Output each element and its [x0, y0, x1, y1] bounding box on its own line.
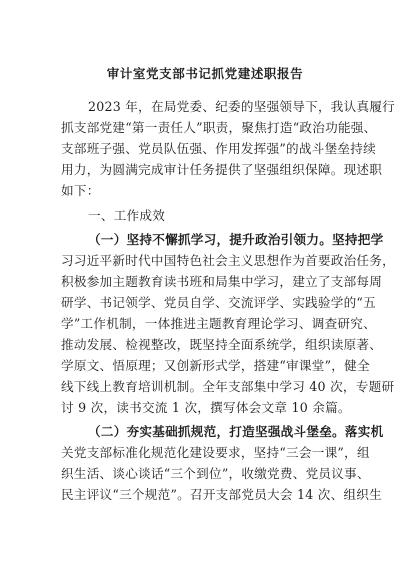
paragraph-line: （一）坚持不懈抓学习，提升政治引领力。坚持把学	[88, 232, 384, 247]
paragraph-line: 推动发展、检视整改，既坚持全面系统学，组织读原著、	[61, 337, 383, 352]
paragraph-line: （二）夯实基础抓规范，打造坚强战斗堡垒。落实机	[88, 424, 384, 439]
paragraph-line: 织生活、谈心谈话“三个到位”，收缴党费、党员议事、	[61, 466, 370, 481]
paragraph-line: 如下：	[61, 183, 100, 198]
paragraph-line: 2023 年，在局党委、纪委的坚强领导下，我认真履行	[88, 99, 396, 114]
paragraph-line: 用力，为圆满完成审计任务提供了坚强组织保障。现述职	[61, 162, 383, 177]
paragraph-line: 抓支部党建“第一责任人”职责，聚焦打造“政治功能强、	[61, 120, 377, 135]
document-title: 审计室党支部书记抓党建述职报告	[106, 66, 304, 81]
paragraph-line: 线下线上教育培训机制。全年支部集中学习 40 次，专题研	[61, 379, 395, 394]
paragraph-line: 习习近平新时代中国特色社会主义思想作为首要政治任务，	[61, 253, 395, 268]
paragraph-line: 讨 9 次，读书交流 1 次，撰写体会文章 10 余篇。	[61, 400, 351, 415]
paragraph-line: 学原文、悟原理；又创新形式学，搭建“审课堂”，健全	[61, 358, 370, 373]
paragraph-line: 积极参加主题教育读书班和局集中学习，建立了支部每周	[61, 274, 383, 289]
paragraph-line: 学”工作机制，一体推进主题教育理论学习、调查研究、	[61, 316, 376, 331]
paragraph-line: 关党支部标准化规范化建设要求，坚持“三会一课”，组	[61, 445, 370, 460]
section-heading: 一、工作成效	[88, 208, 166, 223]
paragraph-line: 研学、书记领学、党员自学、交流评学、实践验学的“五	[61, 295, 376, 310]
paragraph-line: 民主评议“三个规范”。召开支部党员大会 14 次、组织生	[61, 487, 382, 502]
paragraph-line: 支部班子强、党员队伍强、作用发挥强”的战斗堡垒持续	[61, 141, 376, 156]
